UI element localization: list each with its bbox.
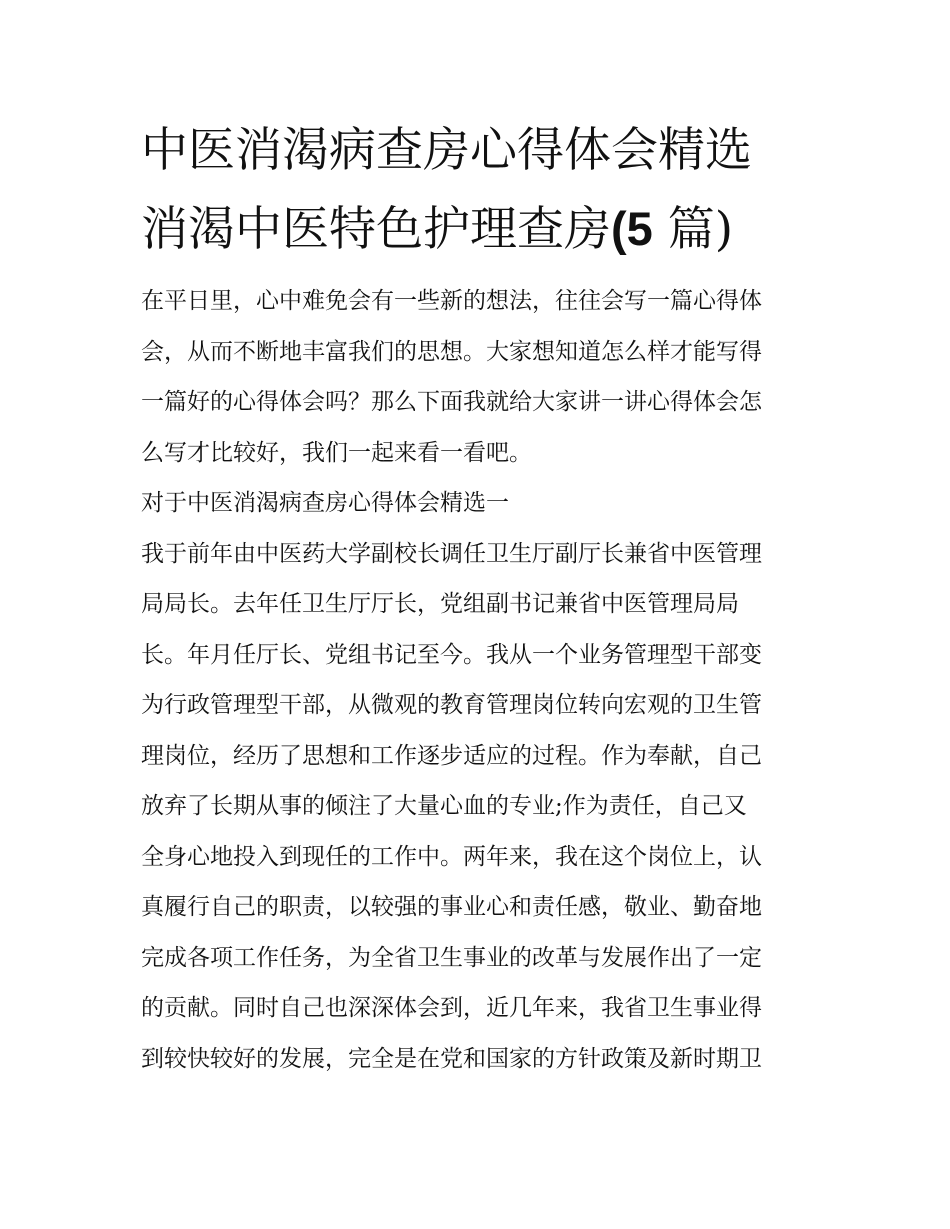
body-paragraph [141, 529, 821, 1085]
document-title [141, 112, 821, 269]
body-line: 到较快较好的发展，完全是在党和国家的方针政策及新时期卫 [141, 1045, 762, 1072]
document-body [141, 276, 821, 1084]
section-heading-text: 对于中医消渴病查房心得体会精选一 [141, 490, 509, 516]
intro-paragraph [141, 276, 821, 478]
body-line: 放弃了长期从事的倾注了大量心血的专业;作为责任，自己又 [141, 793, 747, 819]
body-line: 为行政管理型干部，从微观的教育管理岗位转向宏观的卫生管 [141, 692, 762, 718]
body-line: 我于前年由中医药大学副校长调任卫生厅副厅长兼省中医管理 [141, 540, 762, 567]
body-line: 局局长。去年任卫生厅厅长，党组副书记兼省中医管理局局 [141, 591, 739, 617]
intro-line: 一篇好的心得体会吗？那么下面我就给大家讲一讲心得体会怎 [141, 389, 762, 415]
body-line: 的贡献。同时自己也深深体会到，近几年来，我省卫生事业得 [141, 995, 762, 1021]
title-count-suffix: 篇) [667, 202, 734, 257]
body-line: 完成各项工作任务，为全省卫生事业的改革与发展作出了一定 [141, 944, 762, 971]
intro-line: 在平日里，心中难免会有一些新的想法，往往会写一篇心得体 [141, 288, 762, 314]
section-heading [141, 478, 821, 529]
body-line: 全身心地投入到现任的工作中。两年来，我在这个岗位上，认 [141, 843, 762, 870]
title-count: (5 [611, 202, 653, 255]
intro-line: 会，从而不断地丰富我们的思想。大家想知道怎么样才能写得 [141, 338, 762, 365]
intro-line: 么写才比较好，我们一起来看一看吧。 [141, 439, 532, 466]
body-line: 理岗位，经历了思想和工作逐步适应的过程。作为奉献，自己 [141, 742, 762, 769]
title-line-2-text: 消渴中医特色护理查房 [141, 202, 611, 257]
title-line-2 [141, 190, 821, 269]
body-line: 真履行自己的职责，以较强的事业心和责任感，敬业、勤奋地 [141, 894, 762, 920]
title-line-1: 中医消渴病查房心得体会精选 [141, 123, 752, 178]
body-line: 长。年月任厅长、党组书记至今。我从一个业务管理型干部变 [141, 641, 762, 668]
